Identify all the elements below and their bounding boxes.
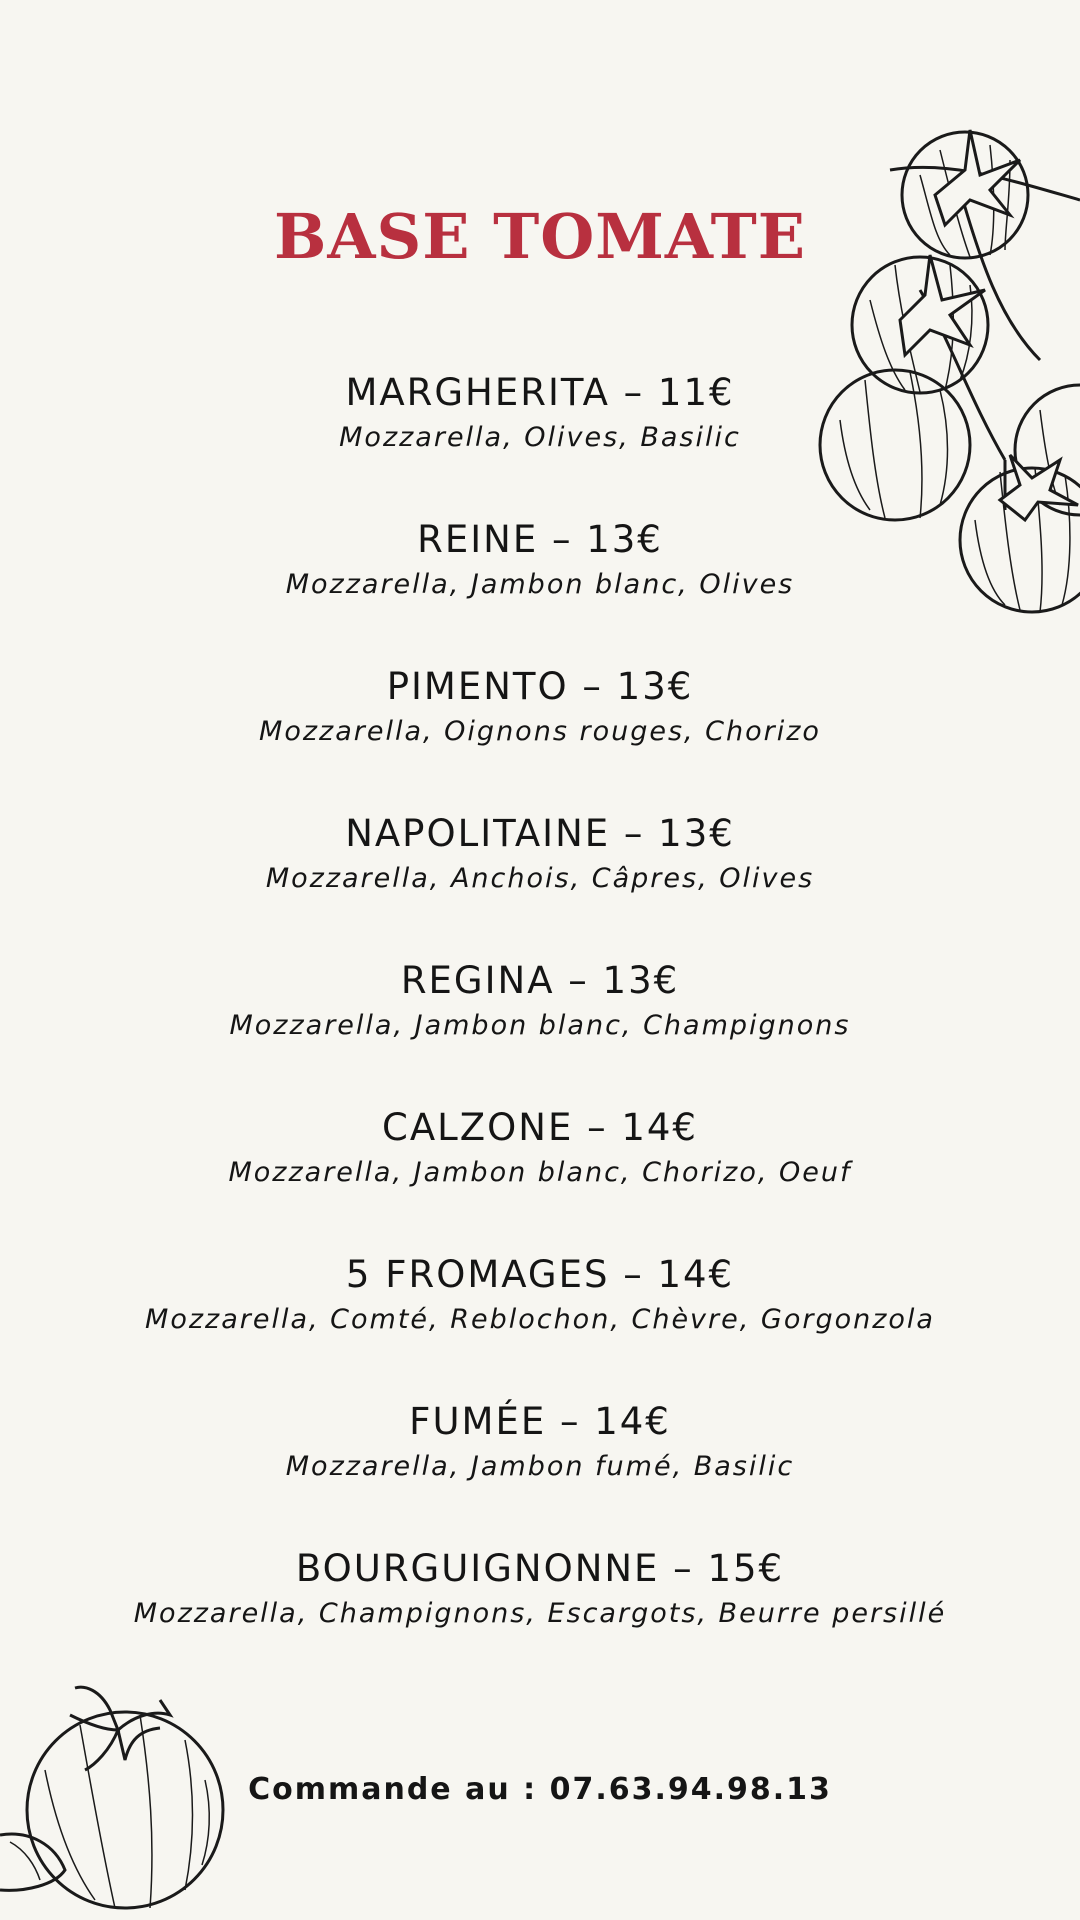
menu-item-name: 5 FROMAGES – 14€ — [345, 1253, 735, 1296]
menu-item-description: Mozzarella, Jambon blanc, Champignons — [229, 1010, 851, 1041]
menu-item — [0, 1544, 1080, 1691]
pizza-menu-list — [0, 368, 1080, 1691]
menu-item-description: Mozzarella, Jambon fumé, Basilic — [285, 1451, 795, 1482]
menu-item-name: REINE – 13€ — [417, 518, 663, 561]
menu-item — [0, 809, 1080, 956]
menu-item-description: Mozzarella, Oignons rouges, Chorizo — [259, 716, 821, 747]
menu-item-name: MARGHERITA – 11€ — [345, 371, 735, 414]
menu-item-description: Mozzarella, Champignons, Escargots, Beurre persillé — [133, 1598, 947, 1629]
menu-item-name: PIMENTO – 13€ — [386, 665, 694, 708]
menu-item-name: CALZONE – 14€ — [382, 1106, 698, 1149]
order-phone-footer: Commande au : 07.63.94.98.13 — [248, 1772, 832, 1807]
tomato-illustration — [0, 1670, 240, 1920]
menu-item-name: REGINA – 13€ — [400, 959, 680, 1002]
menu-item-description: Mozzarella, Jambon blanc, Olives — [285, 569, 795, 600]
menu-title: BASE TOMATE — [273, 200, 806, 273]
menu-item — [0, 956, 1080, 1103]
menu-item — [0, 662, 1080, 809]
menu-item-description: Mozzarella, Comté, Reblochon, Chèvre, Gorgonzola — [145, 1304, 935, 1335]
menu-item — [0, 1397, 1080, 1544]
menu-item — [0, 515, 1080, 662]
menu-item-name: NAPOLITAINE – 13€ — [345, 812, 735, 855]
menu-item — [0, 368, 1080, 515]
menu-item — [0, 1103, 1080, 1250]
menu-item — [0, 1250, 1080, 1397]
menu-item-name: BOURGUIGNONNE – 15€ — [295, 1547, 785, 1590]
menu-item-description: Mozzarella, Olives, Basilic — [339, 422, 741, 453]
menu-item-name: FUMÉE – 14€ — [409, 1400, 671, 1443]
menu-item-description: Mozzarella, Jambon blanc, Chorizo, Oeuf — [228, 1157, 852, 1188]
menu-item-description: Mozzarella, Anchois, Câpres, Olives — [265, 863, 815, 894]
